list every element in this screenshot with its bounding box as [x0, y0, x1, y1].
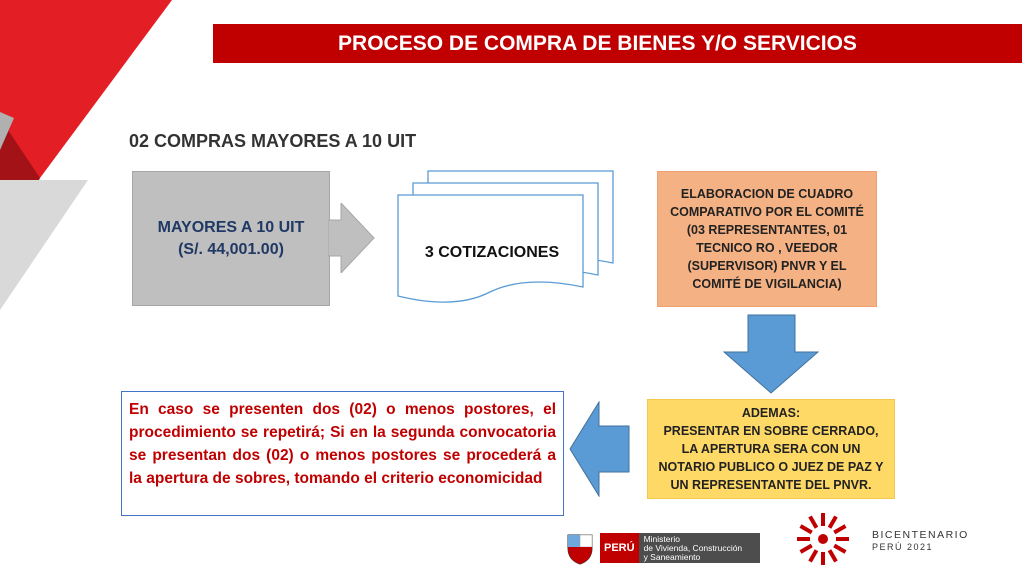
repeat-procedure-note: [121, 391, 564, 516]
ministry-line1: Ministerio: [643, 534, 680, 544]
quotations-label: 3 COTIZACIONES: [424, 244, 560, 261]
ministry-line2: de Vivienda, Construcción: [643, 543, 743, 553]
section-subtitle: 02 COMPRAS MAYORES A 10 UIT: [129, 131, 417, 151]
ministry-line3: y Saneamiento: [643, 552, 701, 562]
arrow-down-icon: [723, 314, 819, 394]
page-title: PROCESO DE COMPRA DE BIENES Y/O SERVICIOS: [213, 24, 1022, 63]
note-text: En caso se presenten dos (02) o menos postores, el procedimiento se repetirá; Si en la segunda convocatoria se presentan dos (02) o menos postores se procederá a la apertura de sobres, tomando el criterio economicidad: [129, 401, 556, 487]
sealed-text: PRESENTAR EN SOBRE CERRADO, LA APERTURA SERA CON UN NOTARIO PUBLICO O JUEZ DE PAZ Y UN REPRESENTANTE DEL PNVR.: [658, 424, 884, 492]
ministry-name: [639, 533, 760, 563]
arrow-left-icon: [569, 401, 631, 497]
peru-shield-icon: [562, 530, 598, 566]
bicentenario-line2: PERÚ 2021: [872, 542, 934, 552]
bicentenario-emblem-icon: [792, 512, 854, 566]
ministry-logo: [562, 530, 760, 566]
quotations-documents-icon: [395, 168, 617, 318]
threshold-line1: MAYORES A 10 UIT: [157, 218, 305, 236]
bicentenario-logo: [792, 512, 972, 566]
comparison-box: [657, 171, 877, 307]
comparison-text: ELABORACION DE CUADRO COMPARATIVO POR EL COMITÉ (03 REPRESENTANTES, 01 TECNICO RO , VEEDOR (SUPERVISOR) PNVR Y EL COMITÉ DE VIGILANCIA): [670, 187, 864, 291]
threshold-box: [132, 171, 330, 306]
threshold-line2: (S/. 44,001.00): [178, 240, 284, 258]
arrow-right-icon: [328, 203, 376, 273]
sealed-heading: ADEMAS:: [741, 406, 801, 420]
peru-label: PERÚ: [600, 533, 639, 563]
sealed-envelope-box: [647, 399, 895, 499]
bicentenario-line1: BICENTENARIO: [872, 529, 969, 541]
